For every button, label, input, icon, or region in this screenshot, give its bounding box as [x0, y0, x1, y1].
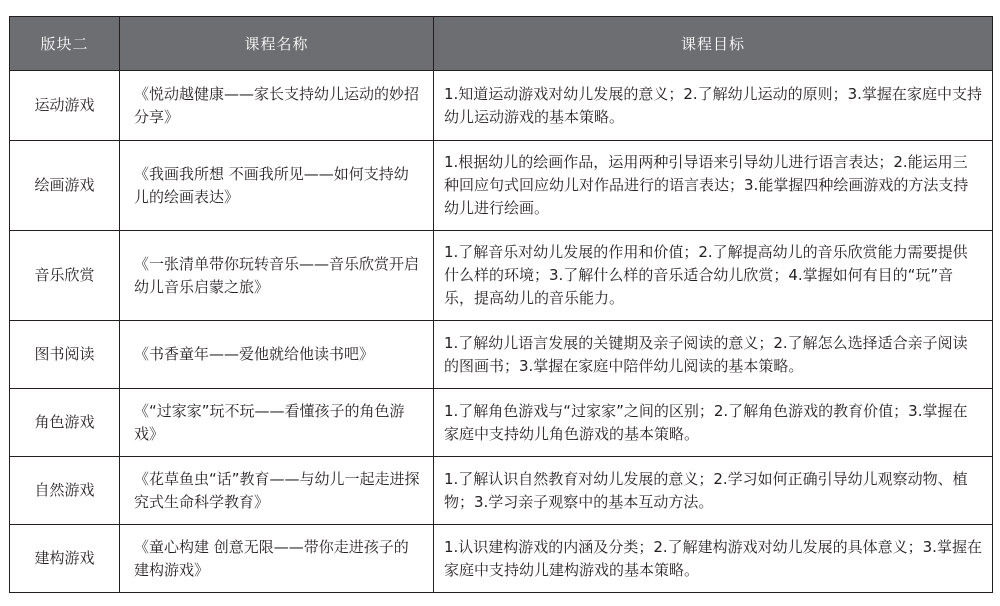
course-name-cell: 《花草鱼虫“话”教育——与幼儿一起走进探究式生命科学教育》: [120, 457, 434, 525]
course-table-container: [9, 16, 992, 593]
header-course-name: 课程名称: [120, 17, 434, 71]
course-goal-cell: 1.认识建构游戏的内涵及分类；2.了解建构游戏对幼儿发展的具体意义；3.掌握在家庭中支持幼儿建构游戏的基本策略。: [434, 525, 993, 593]
block-cell: 建构游戏: [10, 525, 120, 593]
block-cell: 绘画游戏: [10, 141, 120, 231]
course-name-cell: 《悦动越健康——家长支持幼儿运动的妙招分享》: [120, 71, 434, 141]
block-cell: 角色游戏: [10, 389, 120, 457]
table-row: [10, 321, 993, 389]
block-cell: 自然游戏: [10, 457, 120, 525]
course-name-cell: 《童心构建 创意无限——带你走进孩子的建构游戏》: [120, 525, 434, 593]
course-goal-cell: 1.根据幼儿的绘画作品，运用两种引导语来引导幼儿进行语言表达；2.能运用三种回应句式回应幼儿对作品进行的语言表达；3.能掌握四种绘画游戏的方法支持幼儿进行绘画。: [434, 141, 993, 231]
course-goal-cell: 1.了解认识自然教育对幼儿发展的意义；2.学习如何正确引导幼儿观察动物、植物；3.学习亲子观察中的基本互动方法。: [434, 457, 993, 525]
table-row: [10, 457, 993, 525]
table-row: [10, 231, 993, 321]
block-cell: 运动游戏: [10, 71, 120, 141]
table-row: [10, 389, 993, 457]
table-row: [10, 525, 993, 593]
header-course-goal: 课程目标: [434, 17, 993, 71]
course-goal-cell: 1.了解音乐对幼儿发展的作用和价值；2.了解提高幼儿的音乐欣赏能力需要提供什么样的环境；3.了解什么样的音乐适合幼儿欣赏；4.掌握如何有目的“玩”音乐，提高幼儿的音乐能力。: [434, 231, 993, 321]
course-name-cell: 《书香童年——爱他就给他读书吧》: [120, 321, 434, 389]
block-cell: 音乐欣赏: [10, 231, 120, 321]
course-name-cell: 《我画我所想 不画我所见——如何支持幼儿的绘画表达》: [120, 141, 434, 231]
course-goal-cell: 1.了解幼儿语言发展的关键期及亲子阅读的意义；2.了解怎么选择适合亲子阅读的图画书；3.掌握在家庭中陪伴幼儿阅读的基本策略。: [434, 321, 993, 389]
table-header-row: [10, 17, 993, 71]
block-cell: 图书阅读: [10, 321, 120, 389]
course-name-cell: 《“过家家”玩不玩——看懂孩子的角色游戏》: [120, 389, 434, 457]
course-goal-cell: 1.知道运动游戏对幼儿发展的意义；2.了解幼儿运动的原则；3.掌握在家庭中支持幼儿运动游戏的基本策略。: [434, 71, 993, 141]
course-table: [9, 16, 993, 593]
course-goal-cell: 1.了解角色游戏与“过家家”之间的区别；2.了解角色游戏的教育价值；3.掌握在家庭中支持幼儿角色游戏的基本策略。: [434, 389, 993, 457]
header-block: 版块二: [10, 17, 120, 71]
table-row: [10, 141, 993, 231]
course-name-cell: 《一张清单带你玩转音乐——音乐欣赏开启幼儿音乐启蒙之旅》: [120, 231, 434, 321]
table-row: [10, 71, 993, 141]
